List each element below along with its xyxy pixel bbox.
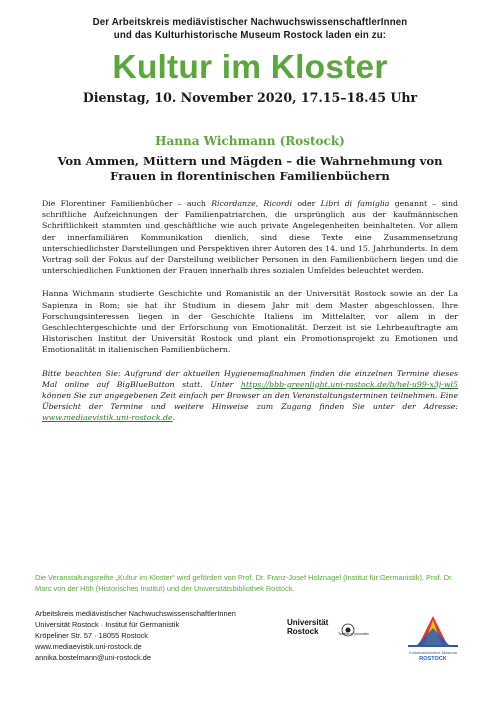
- contact-address: Kröpeliner Str. 57 · 18055 Rostock: [35, 631, 148, 640]
- bbb-room-link[interactable]: https://bbb-greenlight.uni-rostock.de/b/hel-u99-x3j-wl5: [240, 379, 458, 389]
- notice-paragraph: [42, 368, 458, 424]
- talk-title-line-1: Von Ammen, Müttern und Mägden – die Wahrnehmung von: [57, 154, 443, 168]
- event-date: Dienstag, 10. November 2020, 17.15–18.45 Uhr: [82, 90, 418, 105]
- museum-caption: Kulturhistorisches Museum: [408, 650, 458, 655]
- series-title: Kultur im Kloster: [112, 49, 388, 86]
- talk-title-line-2: Frauen in florentinischen Familienbüchern: [110, 169, 390, 183]
- abstract-text-b: ,: [255, 199, 264, 208]
- notice-text-a: Bitte beachten Sie: Aufgrund der aktuellen Hygienemaßnahmen finden die einzelnen Termine dieses Mal online auf BigBlueButton statt. Unter: [42, 368, 458, 389]
- invitation-line-2: und das Kulturhistorische Museum Rostock laden ein zu:: [113, 30, 387, 41]
- speaker-name: Hanna Wichmann (Rostock): [155, 134, 345, 148]
- university-word-1: Universität: [287, 618, 329, 627]
- funding-note: Die Veranstaltungsreihe „Kultur im Kloster“ wird gefördert von Prof. Dr. Franz-Josef Holznagel (Institut für Germanistik), Prof. Dr. Marc von der Höh (Historisches Institut) und der Universitätsbibliothek Rostock.: [35, 573, 454, 593]
- contact-institute: Universität Rostock · Institut für Germanistik: [35, 620, 180, 629]
- bio-paragraph: Hanna Wichmann studierte Geschichte und Romanistik an der Universität Rostock sowie an der La Sapienza in Rom; sie hat ihr Studium in diesem Jahr mit dem Master abgeschlossen. Ihre Forschungsinteressen liegen in der Geschichte Italiens im Mittelalter, vor allem in der Geschlechtergeschichte und der Erforschung von Emotionalität. Derzeit ist sie Lehrbeauftragte am Historischen Institut der Universität Rostock und plant ein Promotionsprojekt zu Emotionen und Emotionalität in italienischen Familienbüchern.: [42, 289, 458, 355]
- notice-text-b: können Sie zur angegebenen Zeit einfach per Browser an den Veranstaltungsterminen teilnehmen. Eine Übersicht der Termine und weitere Hinweise zum Zugang finden Sie unter der Adresse:: [42, 391, 458, 412]
- notice-text-c: .: [172, 413, 176, 423]
- university-rostock-logo: [284, 616, 384, 644]
- term-ricordanze: Ricordanze: [211, 199, 256, 208]
- university-word-2: Rostock: [287, 627, 319, 636]
- university-motto: Traditio et Innovatio: [338, 632, 369, 636]
- term-libri-di-famiglia: Libri di famiglia: [320, 199, 390, 208]
- museum-logo: [398, 614, 468, 664]
- museum-name: ROSTOCK: [419, 656, 447, 662]
- talk-title: [42, 154, 458, 184]
- abstract-paragraph: [42, 198, 458, 276]
- contact-block: [35, 608, 295, 663]
- abstract-text-c: oder: [292, 199, 321, 208]
- contact-organization: Arbeitskreis mediävistischer NachwuchswissenschaftlerInnen: [35, 609, 236, 618]
- museum-emblem-icon: [398, 614, 468, 650]
- invitation-line-1: Der Arbeitskreis mediävistischer NachwuchswissenschaftlerInnen: [92, 17, 408, 28]
- university-wordmark: [287, 618, 328, 636]
- contact-website: www.mediaevistik.uni-rostock.de: [35, 642, 142, 651]
- term-ricordi: Ricordi: [263, 199, 293, 208]
- mediaevistik-website-link[interactable]: www.mediaevistik.uni-rostock.de: [42, 413, 173, 423]
- contact-email: annika.bostelmann@uni-rostock.de: [35, 653, 151, 662]
- abstract-text-d: genannt – sind schriftliche Aufzeichnungen der Familienpatriarchen, die ursprünglich aus der kaufmännischen Schriftlichkeit stammten und geschäftliche wie auch private Angelegenheiten beinhalteten. Vor allem der innerfamiliären Kommunikation dienlich, sind diese Texte eine Zusammensetzung unterschiedlichster Darstellungen und Perspektiven ihrer Autoren des 14. und 15. Jahrhunderts. In dem Vortrag soll der Fokus auf der Darstellung weiblicher Personen in den Familienbüchern liegen und die unterschiedlichen Funktionen der Frauen innerhalb ihres sozialen Umfeldes beleuchtet werden.: [42, 199, 458, 276]
- abstract-text-a: Die Florentiner Familienbücher – auch: [42, 199, 212, 208]
- invitation-text: [42, 0, 458, 42]
